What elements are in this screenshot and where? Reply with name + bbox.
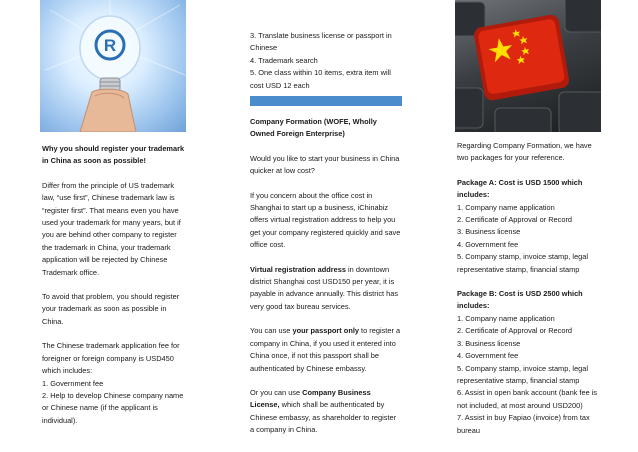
- trademark-heading: Why you should register your trademark in China as soon as possible!: [42, 144, 185, 166]
- trademark-advice-paragraph: To avoid that problem, you should register your trademark as soon as possible in China.: [42, 292, 180, 326]
- trademark-principle-paragraph: Differ from the principle of US trademark law, “use first”, Chinese trademark law is “register first”. That means even you have used your trademark for many years, but if you are behind other company to register the trademark in China, your trademark application will be rejected by Chinese Trademark office.: [42, 180, 181, 277]
- package-b-items: 1. Company name application 2. Certificate of Approval or Record 3. Business license 4. Government fee 5. Company stamp, invoice stamp, legal representative stamp, financial stamp 6. Assist in open bank account (bank fee is not included, at most around USD200) 7. Assist in buy Fapiao (invoice) from tax bureau: [457, 313, 598, 435]
- packages-section: [457, 140, 603, 437]
- passport-text: to register a company in China, if you used it entered into China once, if not this passport shall be authenticated by Chinese embassy.: [250, 326, 401, 373]
- package-a-title: Package A: Cost is USD 1500 which includes:: [457, 177, 583, 200]
- trademark-section: [42, 143, 186, 427]
- virtual-address-label: Virtual registration address: [250, 264, 346, 274]
- section-divider: [250, 96, 402, 106]
- list-item: 4. Trademark search: [250, 55, 318, 65]
- company-formation-section: [250, 116, 402, 437]
- packages-intro: Regarding Company Formation, we have two packages for your reference.: [457, 141, 592, 163]
- license-text: which shall be authenticated by Chinese embassy, as shareholder to register a company in China.: [250, 400, 397, 435]
- license-pre: Or you can use: [250, 387, 303, 397]
- svg-text:R: R: [103, 36, 117, 55]
- office-cost-paragraph: If you concern about the office cost in Shanghai to start up a business, iChinabiz offers virtual registration address to help you get your company registered quickly and save office cost.: [250, 190, 401, 250]
- trademark-fee-paragraph: The Chinese trademark application fee for foreigner or foreign company is USD450 which includes:: [42, 341, 180, 376]
- list-item: 5. One class within 10 items, extra item will cost USD 12 each: [250, 68, 391, 90]
- china-flag-key-icon: [455, 0, 601, 132]
- list-item: 1. Government fee: [42, 378, 104, 388]
- license-label: Company Business License,: [250, 387, 371, 410]
- package-b-title: Package B: Cost is USD 2500 which includes:: [457, 289, 583, 311]
- business-license-paragraph: [250, 387, 402, 437]
- passport-label: your passport only: [292, 326, 359, 336]
- list-item: 2. Help to develop Chinese company name or Chinese name (if the applicant is individual).: [42, 390, 184, 425]
- passport-paragraph: [250, 325, 402, 375]
- list-item: 3. Translate business license or passport in Chinese: [250, 31, 392, 53]
- company-formation-heading: Company Formation (WOFE, Wholly Owned Foreign Enterprise): [250, 117, 377, 139]
- virtual-address-paragraph: [250, 264, 402, 314]
- virtual-address-text: in downtown district Shanghai cost USD150 per year, it is payable in advance annually. This district has very good tax bureau services.: [250, 264, 399, 311]
- fee-list-continued: [250, 30, 402, 92]
- package-a-items: 1. Company name application 2. Certificate of Approval or Record 3. Business license 4. Government fee 5. Company stamp, invoice stamp, legal representative stamp, financial stamp: [457, 202, 589, 274]
- passport-pre: You can use: [250, 326, 293, 336]
- lightbulb-registered-trademark-icon: [40, 0, 186, 132]
- intro-question: Would you like to start your business in China quicker at low cost?: [250, 153, 400, 176]
